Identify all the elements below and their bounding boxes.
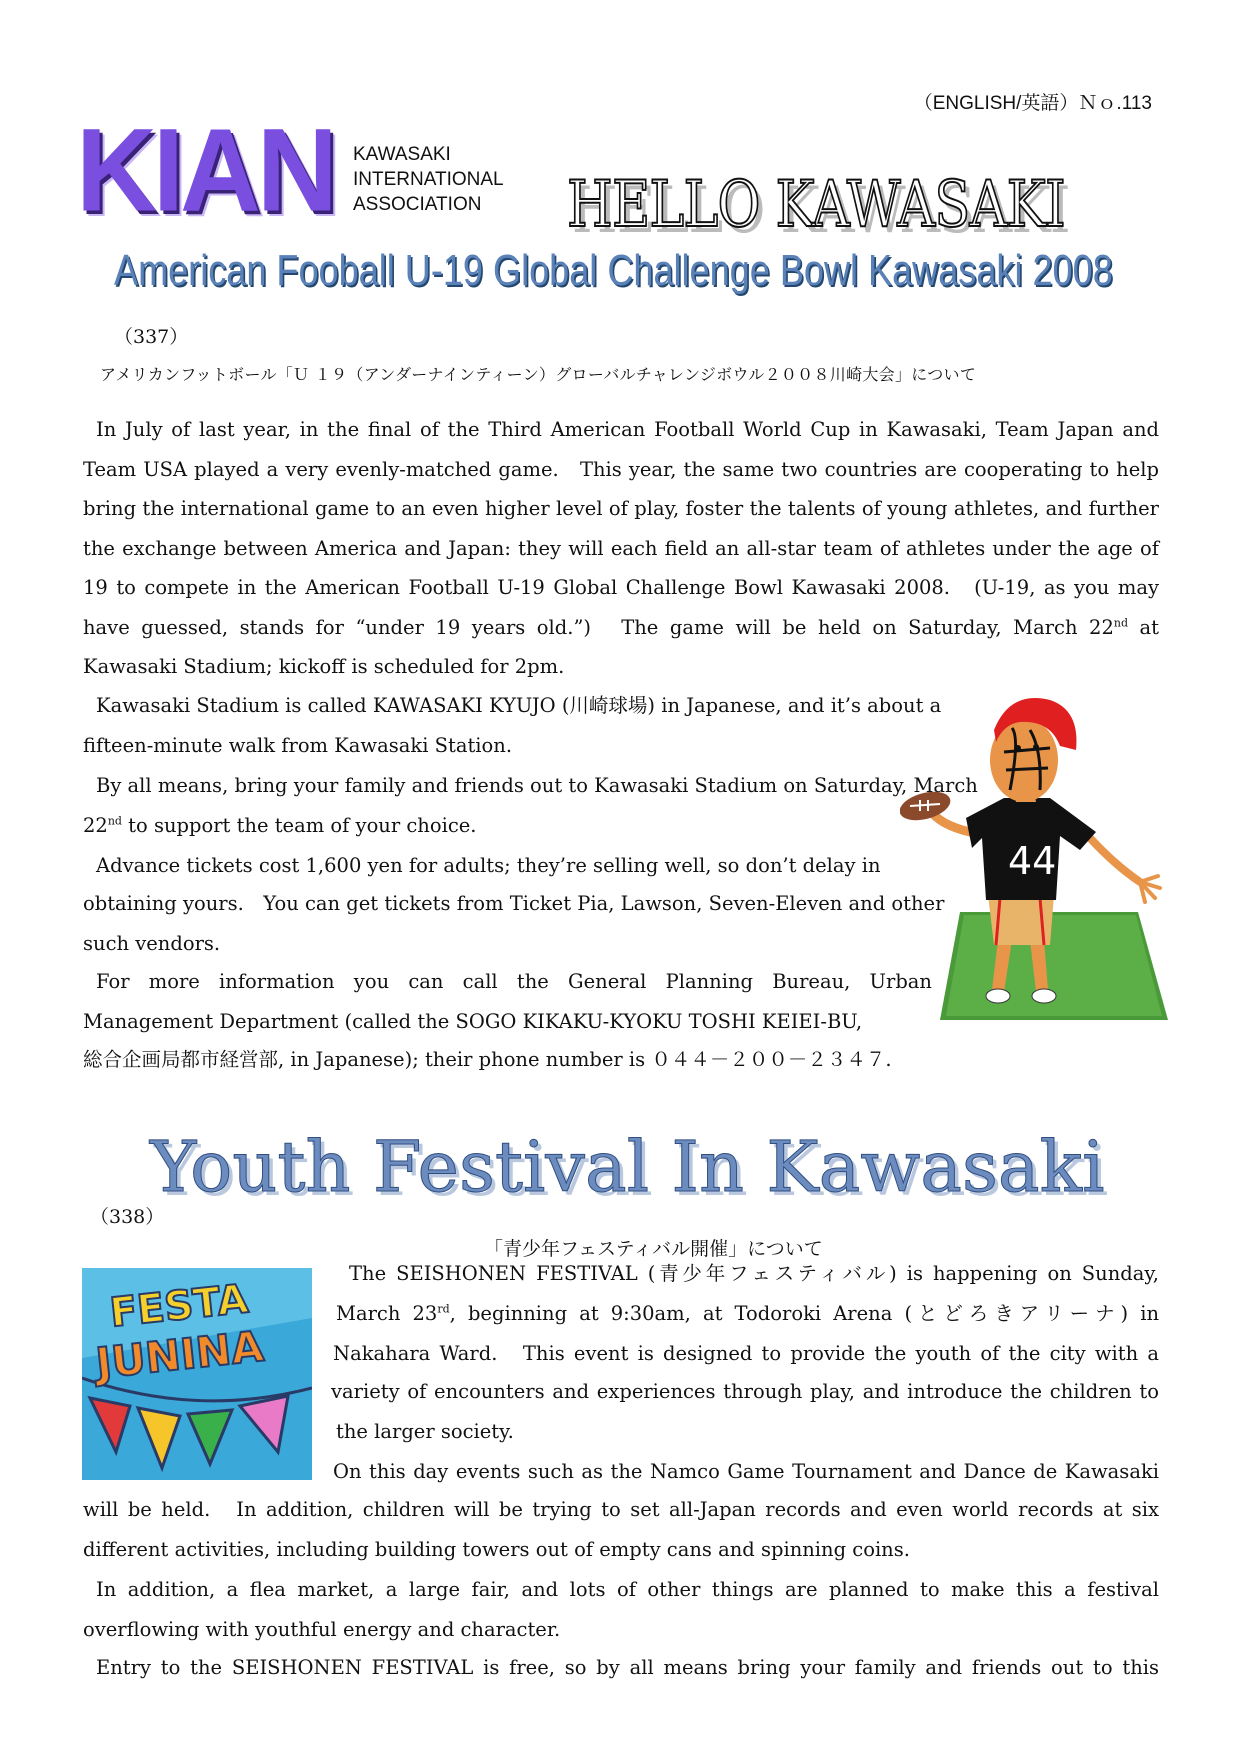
org-line-3: ASSOCIATION xyxy=(353,194,482,215)
article1-p5-line1: For more information you can call the General Planning Bureau, Urban xyxy=(96,970,932,993)
article2-p1-line4: variety of encounters and experiences through play, and introduce the children to xyxy=(331,1380,1159,1403)
festa-junina-illustration xyxy=(82,1268,312,1480)
article2-paragraph-3: In addition, a flea market, a large fair, and lots of other things are planned to make this a festival overflowing with youthful energy and character. xyxy=(83,1578,1159,1641)
jersey-number: 44 xyxy=(1008,839,1057,883)
article1-jp-title: アメリカンフットボール「Ｕ １９（アンダーナインティーン）グローバルチャレンジボウル２００８川崎大会」について xyxy=(100,365,977,384)
article1-p2-line2: fifteen-minute walk from Kawasaki Station. xyxy=(83,734,513,757)
article2-p1-line1: The SEISHONEN FESTIVAL (青少年フェスティバル) is happening on Sunday, xyxy=(349,1262,1159,1285)
article1-p3-line1: By all means, bring your family and friends out to Kawasaki Stadium on Saturday, March xyxy=(96,774,978,797)
article2-p1-line2: March 23rd, beginning at 9:30am, at Todoroki Arena (とどろきアリーナ) in xyxy=(336,1302,1160,1325)
article1-p3-line2: 22nd to support the team of your choice. xyxy=(83,814,477,837)
article2-paragraph-4: Entry to the SEISHONEN FESTIVAL is free, so by all means bring your family and friends out to this xyxy=(96,1656,1159,1679)
article2-p2-line1: On this day events such as the Namco Game Tournament and Dance de Kawasaki xyxy=(333,1460,1159,1483)
article1-banner: American Fooball U-19 Global Challenge Bowl Kawasaki 2008 xyxy=(114,246,1113,295)
org-line-1: KAWASAKI xyxy=(353,144,451,165)
article2-jp-title: 「青少年フェスティバル開催」について xyxy=(484,1238,823,1260)
festa-text: FESTA xyxy=(107,1276,251,1337)
article1-p5-line3: 総合企画局都市経営部, in Japanese); their phone number is ０４４－２００－２３４７. xyxy=(83,1048,892,1071)
article2-p1-line3: Nakahara Ward. This event is designed to provide the youth of the city with a xyxy=(333,1342,1159,1365)
article2-p1-line5: the larger society. xyxy=(336,1420,514,1443)
article2-number: （338） xyxy=(90,1206,165,1228)
org-name xyxy=(353,142,504,217)
football-player-illustration xyxy=(900,690,1180,1030)
kian-logo: KIAN xyxy=(76,104,334,236)
article1-paragraph-1: In July of last year, in the final of the Third American Football World Cup in Kawasaki, Team Japan and Team USA played a very evenly-matched game. This year, the same two countries are cooperating to help bring the international game to an even higher level of play, foster the talents of young athletes, and further the exchange between America and Japan: they will each field an all-star team of athletes under the age of 19 to compete in the American Football U-19 Global Challenge Bowl Kawasaki 2008. (U-19, as you may have guessed, stands for “under 19 years old.”) The game will be held on Saturday, March 22nd at Kawasaki Stadium; kickoff is scheduled for 2pm. xyxy=(83,418,1159,678)
article1-number: （337） xyxy=(114,326,189,348)
article2-title: Youth Festival In Kawasaki xyxy=(150,1126,1105,1208)
article1-p2-line1: Kawasaki Stadium is called KAWASAKI KYUJO (川崎球場) in Japanese, and it’s about a xyxy=(96,694,942,717)
article1-p4-line2: obtaining yours. You can get tickets from Ticket Pia, Lawson, Seven-Eleven and other xyxy=(83,892,945,915)
org-line-2: INTERNATIONAL xyxy=(353,169,504,190)
junina-text: JUNINA xyxy=(93,1321,266,1388)
issue-number: （ENGLISH/英語）Ｎｏ.113 xyxy=(913,93,1152,114)
right-arm xyxy=(1090,838,1140,882)
article1-p4-line3: such vendors. xyxy=(83,932,221,955)
article2-p2-rest: will be held. In addition, children will be trying to set all-Japan records and even world records at six different activities, including building towers out of empty cans and spinning coins. xyxy=(83,1498,1159,1561)
article1-p5-line2: Management Department (called the SOGO KIKAKU-KYOKU TOSHI KEIEI-BU, xyxy=(83,1010,863,1033)
newsletter-title: HELLO KAWASAKI xyxy=(567,168,1065,242)
article1-p4-line1: Advance tickets cost 1,600 yen for adults; they’re selling well, so don’t delay in xyxy=(96,854,881,877)
